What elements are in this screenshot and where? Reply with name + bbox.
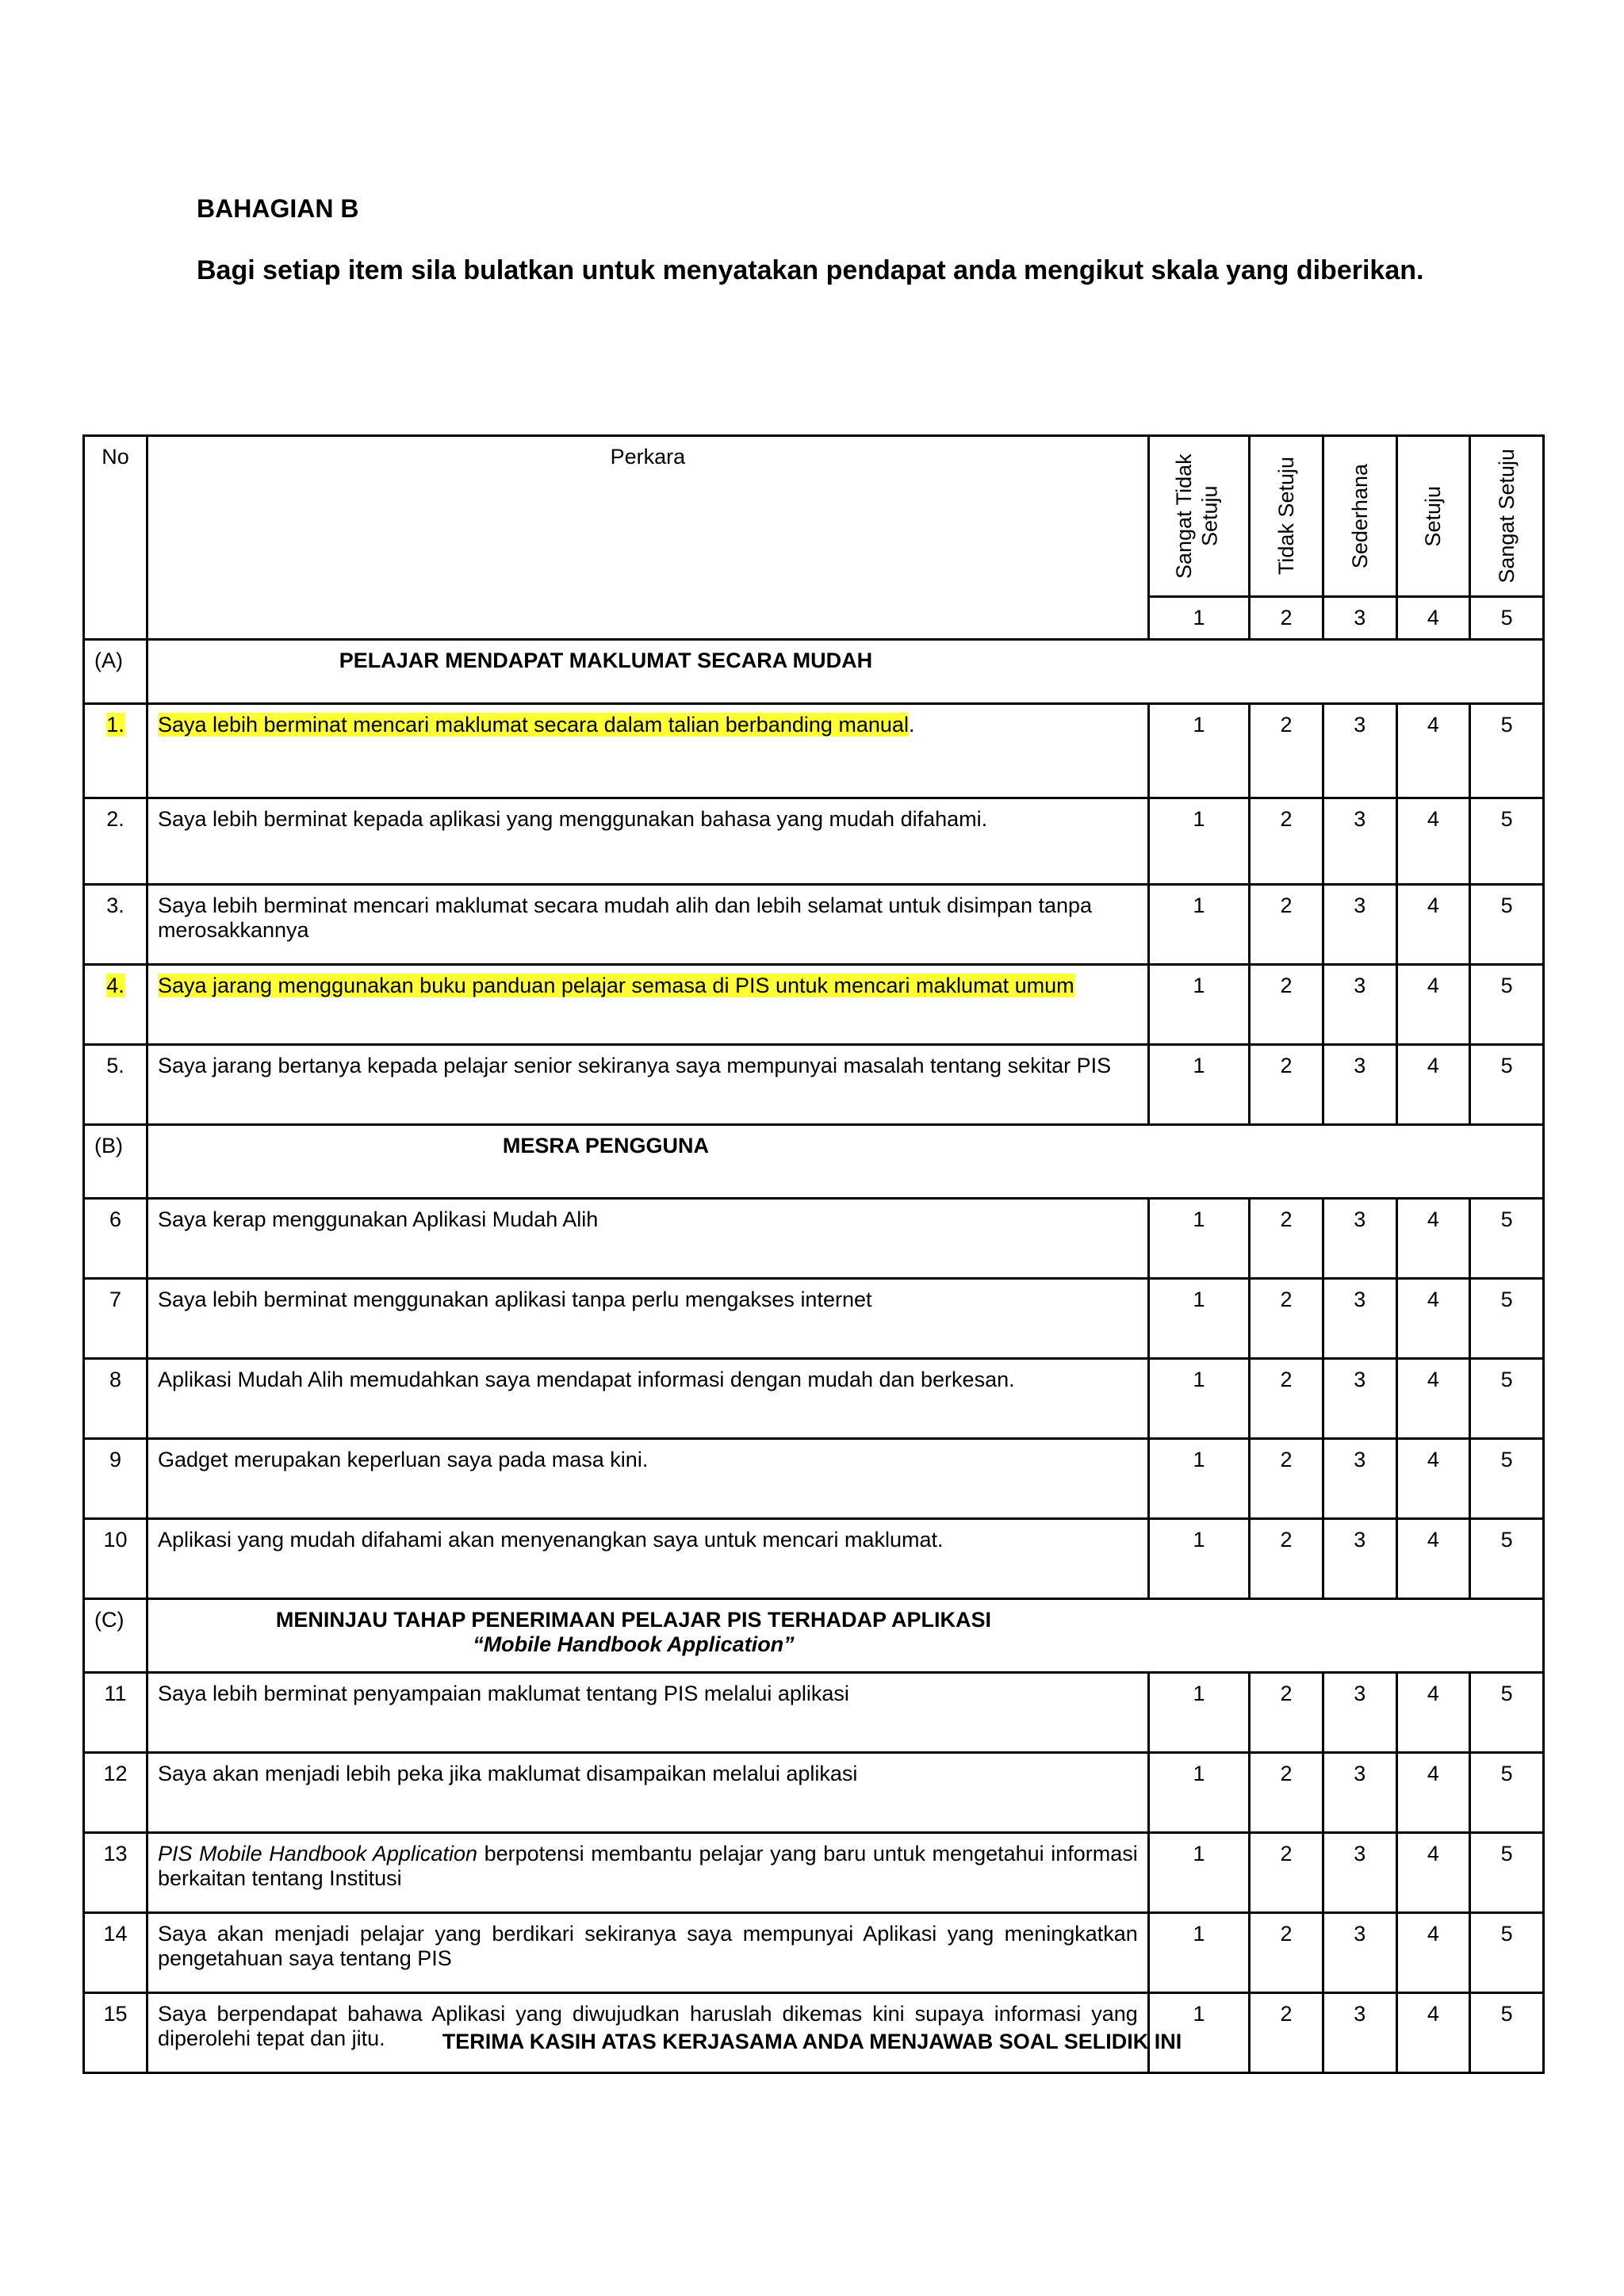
item-number — [84, 798, 147, 885]
item-number — [84, 1913, 147, 1993]
rating-option-3[interactable]: 3 — [1323, 1359, 1396, 1439]
rating-option-4[interactable]: 4 — [1396, 1519, 1470, 1599]
table-row — [84, 1833, 1544, 1913]
rating-option-5[interactable]: 5 — [1470, 965, 1544, 1045]
item-number — [84, 1439, 147, 1519]
rating-option-5[interactable]: 5 — [1470, 1359, 1544, 1439]
rating-option-4[interactable]: 4 — [1396, 1673, 1470, 1753]
item-number — [84, 704, 147, 798]
rating-option-3[interactable]: 3 — [1323, 1913, 1396, 1993]
scale-label: Setuju — [1421, 485, 1446, 547]
rating-option-3[interactable]: 3 — [1323, 798, 1396, 885]
item-statement — [147, 1913, 1148, 1993]
item-number-text: 6 — [109, 1207, 121, 1231]
rating-option-2[interactable]: 2 — [1250, 1833, 1323, 1913]
item-statement-text: Saya lebih berminat penyampaian maklumat tentang PIS melalui aplikasi — [157, 1682, 849, 1705]
item-statement-text: Gadget merupakan keperluan saya pada masa kini. — [157, 1448, 649, 1471]
col-header-scale-4 — [1396, 436, 1470, 597]
scale-label: Tidak Setuju — [1274, 457, 1298, 576]
rating-option-2[interactable]: 2 — [1250, 1673, 1323, 1753]
item-number-text: 9 — [109, 1448, 121, 1471]
section-title: MESRA PENGGUNA — [502, 1134, 709, 1158]
rating-option-4[interactable]: 4 — [1396, 1045, 1470, 1125]
rating-option-5[interactable]: 5 — [1470, 1673, 1544, 1753]
table-row — [84, 1359, 1544, 1439]
rating-option-1[interactable]: 1 — [1148, 1439, 1249, 1519]
section-title-cell — [147, 1125, 1543, 1199]
item-statement-text: Saya jarang bertanya kepada pelajar senior sekiranya saya mempunyai masalah tentang sekitar PIS — [157, 1054, 1112, 1077]
rating-option-1[interactable]: 1 — [1148, 1753, 1249, 1833]
rating-option-2[interactable]: 2 — [1250, 798, 1323, 885]
rating-option-4[interactable]: 4 — [1396, 704, 1470, 798]
rating-option-2[interactable]: 2 — [1250, 1045, 1323, 1125]
item-number — [84, 1673, 147, 1753]
col-header-scale-3 — [1323, 436, 1396, 597]
rating-option-5[interactable]: 5 — [1470, 1045, 1544, 1125]
rating-option-4[interactable]: 4 — [1396, 1753, 1470, 1833]
table-row — [84, 1279, 1544, 1359]
rating-option-3[interactable]: 3 — [1323, 1519, 1396, 1599]
section-row — [84, 1599, 1544, 1673]
item-statement — [147, 1359, 1148, 1439]
item-number — [84, 1359, 147, 1439]
survey-table — [82, 434, 1545, 2074]
rating-option-2[interactable]: 2 — [1250, 1519, 1323, 1599]
scale-label: Sangat Tidak Setuju — [1172, 453, 1222, 579]
rating-option-2[interactable]: 2 — [1250, 1199, 1323, 1279]
scale-value: 3 — [1323, 597, 1396, 640]
item-statement-italic: PIS Mobile Handbook Application — [157, 1842, 477, 1866]
table-row — [84, 1045, 1544, 1125]
item-number-text: 1. — [106, 713, 124, 737]
rating-option-4[interactable]: 4 — [1396, 885, 1470, 965]
rating-option-2[interactable]: 2 — [1250, 1993, 1323, 2073]
item-statement — [147, 1833, 1148, 1913]
rating-option-3[interactable]: 3 — [1323, 1045, 1396, 1125]
rating-option-1[interactable]: 1 — [1148, 1199, 1249, 1279]
item-number-text: 12 — [103, 1762, 128, 1785]
col-header-no: No — [84, 436, 147, 640]
rating-option-1[interactable]: 1 — [1148, 1359, 1249, 1439]
rating-option-2[interactable]: 2 — [1250, 1439, 1323, 1519]
item-statement-text: Saya akan menjadi lebih peka jika maklumat disampaikan melalui aplikasi — [157, 1762, 858, 1785]
rating-option-1[interactable]: 1 — [1148, 885, 1249, 965]
table-row — [84, 798, 1544, 885]
table-row — [84, 1519, 1544, 1599]
table-row — [84, 1913, 1544, 1993]
item-statement-text: Aplikasi yang mudah difahami akan menyenangkan saya untuk mencari maklumat. — [157, 1528, 944, 1552]
rating-option-1[interactable]: 1 — [1148, 965, 1249, 1045]
rating-option-3[interactable]: 3 — [1323, 1673, 1396, 1753]
item-statement-tail: . — [908, 713, 915, 737]
item-statement — [147, 1439, 1148, 1519]
table-row — [84, 1199, 1544, 1279]
item-statement-text: Saya lebih berminat kepada aplikasi yang menggunakan bahasa yang mudah difahami. — [157, 807, 988, 831]
rating-option-5[interactable]: 5 — [1470, 885, 1544, 965]
section-title: MENINJAU TAHAP PENERIMAAN PELAJAR PIS TERHADAP APLIKASI — [275, 1608, 991, 1632]
rating-option-2[interactable]: 2 — [1250, 1279, 1323, 1359]
item-number-text: 15 — [103, 2002, 128, 2026]
item-number-text: 4. — [106, 974, 124, 997]
table-row — [84, 885, 1544, 965]
rating-option-5[interactable]: 5 — [1470, 1833, 1544, 1913]
item-number — [84, 1833, 147, 1913]
closing-note: TERIMA KASIH ATAS KERJASAMA ANDA MENJAWAB SOAL SELIDIK INI — [442, 2030, 1182, 2053]
rating-option-1[interactable]: 1 — [1148, 704, 1249, 798]
rating-option-4[interactable]: 4 — [1396, 1279, 1470, 1359]
item-number-text: 14 — [103, 1922, 128, 1946]
item-number — [84, 885, 147, 965]
rating-option-2[interactable]: 2 — [1250, 1359, 1323, 1439]
rating-option-3[interactable]: 3 — [1323, 965, 1396, 1045]
scale-value: 1 — [1148, 597, 1249, 640]
rating-option-5[interactable]: 5 — [1470, 1519, 1544, 1599]
item-number — [84, 965, 147, 1045]
section-title-cell — [147, 1599, 1543, 1673]
rating-option-5[interactable]: 5 — [1470, 1439, 1544, 1519]
item-statement — [147, 1199, 1148, 1279]
scale-label: Sangat Setuju — [1494, 449, 1519, 584]
rating-option-1[interactable]: 1 — [1148, 1833, 1249, 1913]
rating-option-2[interactable]: 2 — [1250, 885, 1323, 965]
item-statement — [147, 1673, 1148, 1753]
table-row — [84, 965, 1544, 1045]
section-code: (B) — [84, 1125, 147, 1199]
item-statement — [147, 798, 1148, 885]
col-header-scale-5 — [1470, 436, 1544, 597]
table-row — [84, 1673, 1544, 1753]
instruction-text: Bagi setiap item sila bulatkan untuk menyatakan pendapat anda mengikut skala yang diberikan. — [197, 255, 1424, 285]
item-number-text: 8 — [109, 1368, 121, 1391]
item-statement — [147, 1279, 1148, 1359]
rating-option-5[interactable]: 5 — [1470, 704, 1544, 798]
item-number — [84, 1279, 147, 1359]
rating-option-3[interactable]: 3 — [1323, 885, 1396, 965]
rating-option-3[interactable]: 3 — [1323, 1753, 1396, 1833]
table-row — [84, 704, 1544, 798]
rating-option-3[interactable]: 3 — [1323, 1279, 1396, 1359]
col-header-scale-1 — [1148, 436, 1249, 597]
section-heading: BAHAGIAN B — [197, 194, 359, 223]
item-number — [84, 1519, 147, 1599]
item-statement-text: Saya akan menjadi pelajar yang berdikari sekiranya saya mempunyai Aplikasi yang meningkatkan pengetahuan saya tentang PIS — [157, 1922, 1138, 1970]
item-statement — [147, 885, 1148, 965]
item-statement — [147, 1753, 1148, 1833]
rating-option-5[interactable]: 5 — [1470, 1279, 1544, 1359]
item-statement-text: Saya lebih berminat mencari maklumat secara dalam talian berbanding manual — [157, 713, 909, 737]
rating-option-1[interactable]: 1 — [1148, 1993, 1249, 2073]
rating-option-4[interactable]: 4 — [1396, 1199, 1470, 1279]
rating-option-2[interactable]: 2 — [1250, 965, 1323, 1045]
rating-option-3[interactable]: 3 — [1323, 1199, 1396, 1279]
rating-option-3[interactable]: 3 — [1323, 1993, 1396, 2073]
item-number-text: 10 — [103, 1528, 128, 1552]
col-header-scale-2 — [1250, 436, 1323, 597]
item-number-text: 3. — [106, 894, 124, 917]
rating-option-2[interactable]: 2 — [1250, 704, 1323, 798]
rating-option-1[interactable]: 1 — [1148, 1045, 1249, 1125]
item-statement — [147, 965, 1148, 1045]
item-number-text: 2. — [106, 807, 124, 831]
table-row — [84, 1439, 1544, 1519]
item-statement-text: berpotensi membantu pelajar yang baru untuk mengetahui informasi berkaitan tentang Institusi — [157, 1842, 1138, 1890]
header-row — [84, 436, 1544, 597]
scale-value: 5 — [1470, 597, 1544, 640]
item-statement-text: Saya kerap menggunakan Aplikasi Mudah Alih — [157, 1207, 599, 1231]
item-number-text: 13 — [103, 1842, 128, 1866]
item-number — [84, 1199, 147, 1279]
section-title-italic: “Mobile Handbook Application” — [473, 1632, 795, 1656]
section-code: (A) — [84, 640, 147, 704]
rating-option-4[interactable]: 4 — [1396, 1359, 1470, 1439]
rating-option-1[interactable]: 1 — [1148, 798, 1249, 885]
item-statement-text: Saya jarang menggunakan buku panduan pelajar semasa di PIS untuk mencari maklumat umum — [157, 974, 1074, 997]
item-statement — [147, 1519, 1148, 1599]
item-number-text: 11 — [104, 1682, 127, 1705]
rating-option-5[interactable]: 5 — [1470, 1913, 1544, 1993]
item-statement-text: Saya berpendapat bahawa Aplikasi yang diwujudkan haruslah dikemas kini supaya informasi yang diperolehi tepat dan jitu. — [157, 2002, 1138, 2050]
rating-option-3[interactable]: 3 — [1323, 704, 1396, 798]
rating-option-3[interactable]: 3 — [1323, 1439, 1396, 1519]
rating-option-1[interactable]: 1 — [1148, 1913, 1249, 1993]
section-title-cell — [147, 640, 1543, 704]
rating-option-5[interactable]: 5 — [1470, 1199, 1544, 1279]
rating-option-2[interactable]: 2 — [1250, 1753, 1323, 1833]
item-statement-text: Aplikasi Mudah Alih memudahkan saya mendapat informasi dengan mudah dan berkesan. — [157, 1368, 1015, 1391]
item-number-text: 5. — [106, 1054, 124, 1077]
rating-option-4[interactable]: 4 — [1396, 798, 1470, 885]
scale-value: 4 — [1396, 597, 1470, 640]
item-statement — [147, 704, 1148, 798]
col-header-perkara: Perkara — [147, 436, 1148, 640]
rating-option-2[interactable]: 2 — [1250, 1913, 1323, 1993]
item-statement-text: Saya lebih berminat menggunakan aplikasi tanpa perlu mengakses internet — [157, 1288, 872, 1311]
section-row — [84, 1125, 1544, 1199]
rating-option-4[interactable]: 4 — [1396, 1913, 1470, 1993]
rating-option-1[interactable]: 1 — [1148, 1279, 1249, 1359]
rating-option-5[interactable]: 5 — [1470, 798, 1544, 885]
section-title: PELAJAR MENDAPAT MAKLUMAT SECARA MUDAH — [339, 649, 873, 672]
rating-option-5[interactable]: 5 — [1470, 1993, 1544, 2073]
rating-option-4[interactable]: 4 — [1396, 965, 1470, 1045]
scale-value: 2 — [1250, 597, 1323, 640]
rating-option-1[interactable]: 1 — [1148, 1519, 1249, 1599]
item-number — [84, 1045, 147, 1125]
section-row — [84, 640, 1544, 704]
item-statement — [147, 1045, 1148, 1125]
table-row — [84, 1753, 1544, 1833]
item-number-text: 7 — [109, 1288, 121, 1311]
rating-option-5[interactable]: 5 — [1470, 1753, 1544, 1833]
item-number — [84, 1753, 147, 1833]
scale-label: Sederhana — [1347, 463, 1372, 569]
rating-option-4[interactable]: 4 — [1396, 1439, 1470, 1519]
item-statement-text: Saya lebih berminat mencari maklumat secara mudah alih dan lebih selamat untuk disimpan tanpa merosakkannya — [157, 894, 1093, 942]
rating-option-1[interactable]: 1 — [1148, 1673, 1249, 1753]
rating-option-4[interactable]: 4 — [1396, 1993, 1470, 2073]
rating-option-3[interactable]: 3 — [1323, 1833, 1396, 1913]
rating-option-4[interactable]: 4 — [1396, 1833, 1470, 1913]
section-code: (C) — [84, 1599, 147, 1673]
